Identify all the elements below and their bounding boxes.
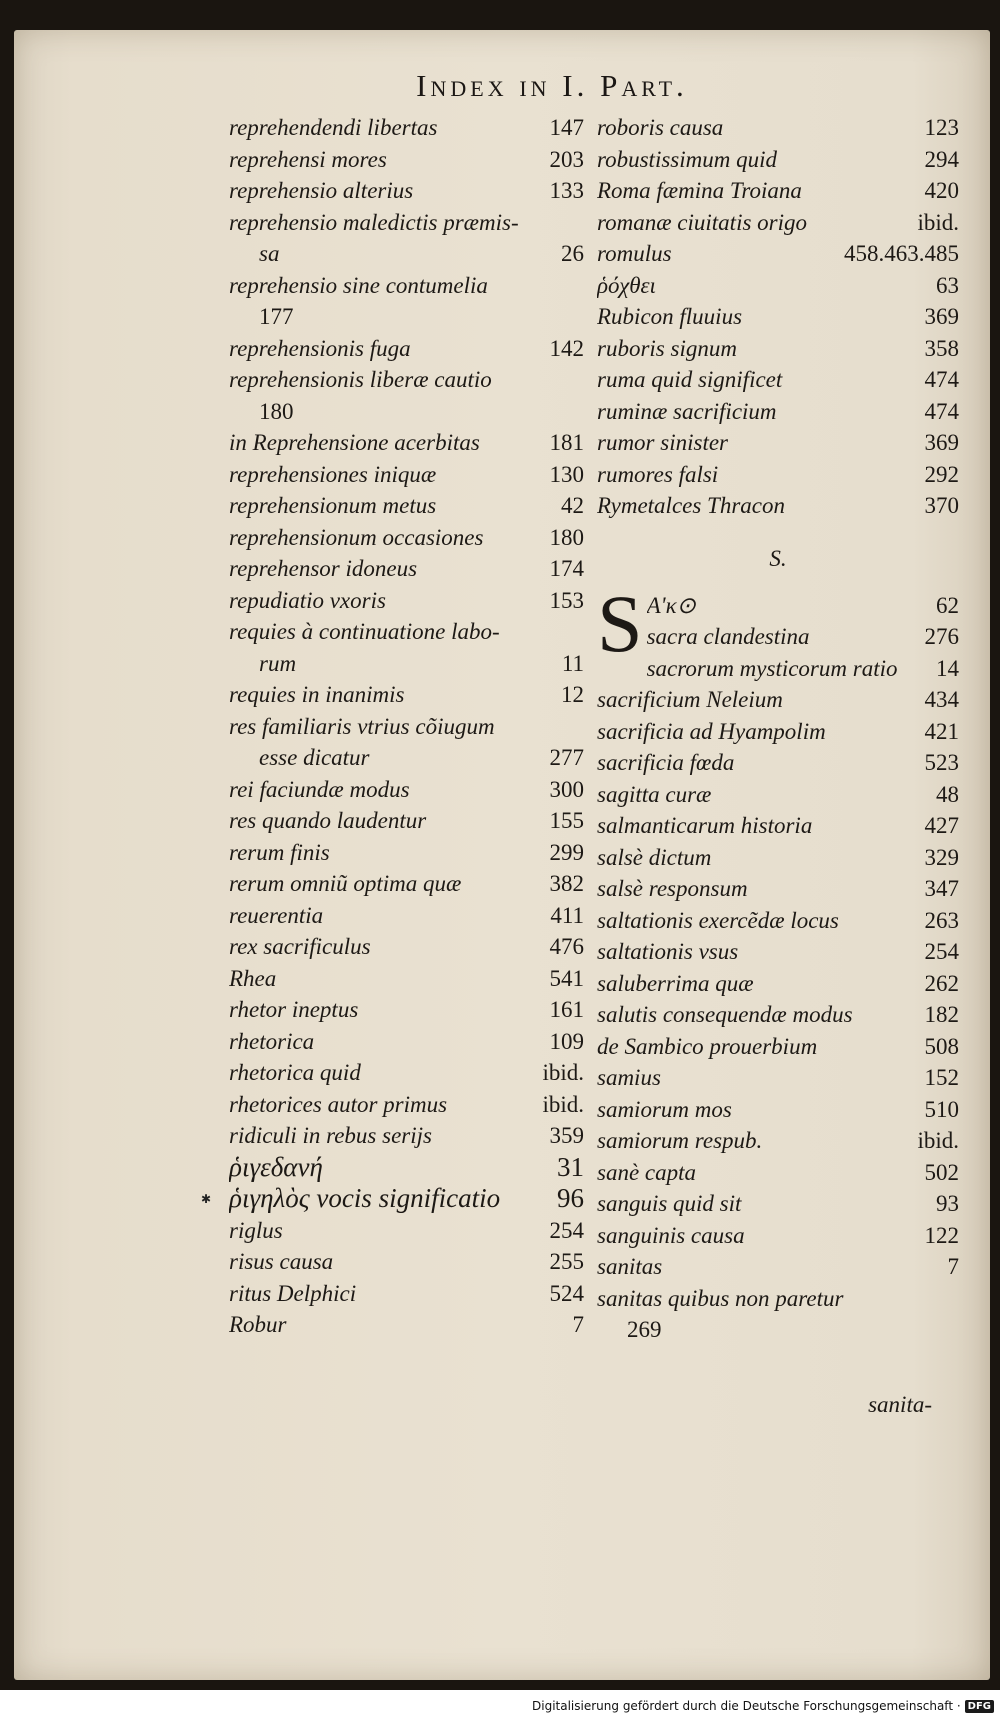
index-entry [229,900,584,932]
index-entry [597,207,959,239]
index-entry [597,810,959,842]
entry-term: saluberrima quæ [597,970,754,996]
entry-term: rhetorices autor primus [229,1091,448,1117]
entry-page-number: 411 [550,902,584,928]
index-entry [229,805,584,837]
entry-term: ῥόχθει [597,272,656,298]
index-entry [229,868,584,900]
index-entry [229,585,584,617]
entry-term: rhetorica quid [229,1060,361,1085]
index-entry [597,716,959,748]
entry-page-number: 161 [549,997,584,1022]
drop-cap: S [597,589,643,669]
entry-page-number: 255 [549,1249,584,1274]
entry-page-number: 109 [549,1028,584,1054]
entry-page-number: 427 [924,813,959,838]
entry-term: reprehendendi libertas [229,115,438,140]
entry-page-number: 369 [924,304,959,329]
credit-text: Digitalisierung gefördert durch die Deutsche Forschungsgemeinschaft · [532,1699,961,1713]
entry-page-number: ibid. [917,209,959,235]
entry-page-number: 420 [924,178,959,203]
entry-page-number: 153 [549,587,584,613]
entry-page-number: 277 [549,745,584,770]
entry-term: roboris causa [597,115,724,140]
entry-term: rumor sinister [597,430,728,455]
entry-term: romanæ ciuitatis origo [597,209,807,235]
entry-term: ruboris signum [597,335,737,361]
index-list-r [597,112,959,522]
index-entry [229,490,584,522]
index-entry [597,459,959,491]
index-entry [229,679,584,711]
entry-term: samiorum respub. [597,1128,763,1153]
entry-term: romulus [597,241,672,266]
entry-term: sacrificia ad Hyampolim [597,718,826,744]
index-entry [597,842,959,874]
entry-page-number: 254 [924,939,959,964]
index-entry [597,301,959,333]
entry-page-number: 369 [924,430,959,455]
index-entry [229,175,584,207]
entry-page-number: 508 [924,1033,959,1059]
index-entry [597,1251,959,1283]
entry-page-number: 12 [561,682,584,707]
entry-page-number: 382 [549,871,584,896]
entry-page-number: 11 [561,650,584,676]
entry-term: rhetorica [229,1028,315,1054]
index-entry [229,1152,584,1184]
entry-term: Rymetalces Thracon [597,493,786,518]
entry-term: reprehensor idoneus [229,556,418,581]
entry-page-number: 421 [924,718,959,744]
entry-page-number: 152 [924,1065,959,1090]
entry-page-number: 42 [561,493,584,518]
entry-page-number: 62 [936,592,959,618]
index-entry [597,1031,959,1063]
entry-page-number: 177 [259,304,294,329]
page-title: Index in I. Part. [416,68,688,103]
index-entry [597,364,959,396]
index-entry [229,270,584,333]
entry-continuation-line [229,648,584,680]
entry-page-number: 358 [924,335,959,361]
entry-term: res quando laudentur [229,808,427,833]
entry-term: saltationis vsus [597,939,739,964]
entry-page-number: 329 [924,844,959,870]
entry-term: ruminæ sacrificium [597,398,777,424]
index-entry [597,873,959,905]
book-page [14,30,990,1680]
index-entry [597,270,959,302]
entry-page-number: 524 [549,1280,584,1306]
index-entry [229,427,584,459]
index-entry [597,968,959,1000]
entry-term: salsè dictum [597,844,712,870]
entry-page-number: 123 [924,115,959,140]
entry-term: reprehensio maledictis præmis- [229,209,519,235]
index-entry [229,994,584,1026]
entry-page-number: 502 [924,1159,959,1185]
index-list-s [597,590,959,1346]
index-entry [229,711,584,774]
entry-page-number: 510 [924,1096,959,1122]
entry-term: sacrificia fœda [597,750,735,775]
entry-term: reprehensionis fuga [229,335,411,361]
index-entry [229,774,584,806]
entry-term: reprehensio sine contumelia [229,272,488,298]
entry-term: sagitta curæ [597,781,712,807]
entry-term: rerum finis [229,839,330,865]
index-entry [229,1089,584,1121]
index-entry [597,396,959,428]
entry-page-number: 300 [549,776,584,802]
index-entry [229,364,584,427]
entry-term: in Reprehensione acerbitas [229,430,480,455]
entry-term: ῥιγηλὸς vocis significatio [229,1183,501,1213]
index-entry [229,207,584,270]
entry-term: ritus Delphici [229,1280,357,1306]
entry-term: samius [597,1065,661,1090]
index-entry [597,1157,959,1189]
entry-term: salsè responsum [597,876,748,901]
index-entry [597,1220,959,1252]
entry-page-number: 434 [924,687,959,712]
entry-page-number: 370 [924,493,959,518]
index-entry [229,1309,584,1341]
entry-term: sacrificium Neleium [597,687,783,712]
entry-continuation: esse dicatur [259,745,370,770]
index-entry [597,490,959,522]
index-entry [597,747,959,779]
index-entry [597,1283,959,1346]
index-entry [597,427,959,459]
entry-page-number: 476 [549,934,584,959]
entry-page-number: 14 [936,655,959,681]
entry-term: risus causa [229,1249,334,1274]
entry-page-number: 294 [924,146,959,172]
entry-term: sanguis quid sit [597,1191,742,1216]
entry-page-number: 93 [936,1191,959,1216]
entry-term: repudiatio vxoris [229,587,386,613]
index-entry [229,1026,584,1058]
entry-term: reprehensionum occasiones [229,524,484,550]
entry-term: requies à continuatione labo- [229,619,500,644]
entry-page-number: 174 [549,556,584,581]
index-column-right [597,112,959,1346]
entry-term: rex sacrificulus [229,934,371,959]
entry-page-number: 347 [924,876,959,901]
entry-term: Robur [229,1312,287,1337]
entry-page-number: 7 [572,1312,584,1337]
entry-term: salutis consequendæ modus [597,1002,853,1027]
entry-term: rei faciundæ modus [229,776,410,802]
index-entry [597,1188,959,1220]
entry-term: salmanticarum historia [597,813,813,838]
entry-term: sacrorum mysticorum ratio [646,655,898,681]
entry-page-number: 276 [924,624,959,649]
entry-page-number: 181 [549,430,584,455]
index-entry [597,999,959,1031]
entry-term: rumores falsi [597,461,719,487]
section-s-block [597,590,959,1346]
index-entry [597,333,959,365]
entry-continuation: rum [259,650,297,676]
entry-page-number: 541 [549,965,584,991]
index-entry [229,1183,584,1215]
entry-continuation-line [229,742,584,774]
entry-continuation-line [229,238,584,270]
index-entry [229,1057,584,1089]
index-entry [229,333,584,365]
entry-term: de Sambico prouerbium [597,1033,818,1059]
entry-page-number: 63 [936,272,959,298]
entry-term: rerum omniũ optima quæ [229,871,462,896]
entry-page-number: 262 [924,970,959,996]
index-entry [597,1094,959,1126]
index-entry [229,616,584,679]
entry-page-number: 155 [549,808,584,833]
entry-page-number: 147 [549,115,584,140]
index-entry [597,175,959,207]
entry-term: ruma quid significet [597,367,783,392]
entry-page-number: 180 [259,398,294,424]
entry-page-number: 31 [557,1151,584,1182]
entry-page-number: 523 [924,750,959,775]
entry-term: saltationis exercẽdæ locus [597,907,839,933]
entry-term: reprehensi mores [229,146,387,172]
index-entry [597,779,959,811]
entry-page-number: 203 [549,146,584,172]
index-entry [597,238,959,270]
section-heading-s: S. [769,545,787,571]
index-entry [229,1246,584,1278]
index-entry [229,963,584,995]
digitization-credit [532,1699,994,1713]
entry-page-number: 299 [549,839,584,865]
entry-page-number: 182 [924,1002,959,1027]
entry-page-number: 263 [924,907,959,933]
entry-page-number: 130 [549,461,584,487]
dfg-logo: DFG [965,1700,994,1713]
entry-term: requies in inanimis [229,682,405,707]
entry-term: Rubicon fluuius [597,304,743,329]
entry-page-number: ibid. [542,1091,584,1117]
index-entry [597,905,959,937]
entry-term: res familiaris vtrius cõiugum [229,713,495,739]
entry-page-number: 458.463.485 [844,241,959,266]
index-entry [597,112,959,144]
index-entry [597,144,959,176]
entry-term: reprehensio alterius [229,178,414,203]
entry-term: ῥιγεδανή [229,1151,323,1182]
entry-page-number: 292 [924,461,959,487]
entry-term: robustissimum quid [597,146,777,172]
entry-term: sanè capta [597,1159,697,1185]
index-entry [229,112,584,144]
index-entry [229,144,584,176]
index-entry [229,931,584,963]
entry-term: riglus [229,1217,283,1243]
index-entry [229,459,584,491]
catchword: sanita- [868,1392,932,1417]
index-entry [597,1125,959,1157]
entry-page-number: 122 [924,1222,959,1248]
entry-term: Roma fæmina Troiana [597,178,802,203]
index-entry [647,653,959,685]
entry-page-number: 359 [549,1123,584,1148]
entry-page-number: 254 [549,1217,584,1243]
entry-term: Rhea [229,965,277,991]
index-entry [647,621,959,653]
index-entry [229,522,584,554]
entry-term: Α'κ⊙ [646,592,696,618]
entry-term: reprehensionis liberæ cautio [229,367,492,392]
entry-page-number: 26 [561,241,584,266]
entry-page-number: 133 [549,178,584,203]
index-entry [229,837,584,869]
index-entry [597,936,959,968]
entry-term: sanitas quibus non paretur [597,1285,844,1311]
entry-page-number: 7 [947,1254,959,1279]
index-entry [597,1062,959,1094]
entry-page-number: 180 [549,524,584,550]
entry-term: sacra clandestina [646,624,810,649]
margin-mark: ✱ [201,1192,212,1206]
entry-continuation: sa [259,241,280,266]
entry-page-number: 474 [924,367,959,392]
index-entry [229,1278,584,1310]
entry-term: ridiculi in rebus serijs [229,1123,432,1148]
entry-page-number: 48 [936,781,959,807]
entry-page-number: 474 [924,398,959,424]
entry-page-number: ibid. [917,1128,959,1153]
entry-term: rhetor ineptus [229,997,359,1022]
index-column-left [229,112,584,1341]
entry-page-number: ibid. [542,1060,584,1085]
entry-term: sanguinis causa [597,1222,745,1248]
index-entry [597,684,959,716]
index-entry [229,553,584,585]
entry-page-number: 142 [549,335,584,361]
entry-term: reprehensionum metus [229,493,437,518]
entry-term: reuerentia [229,902,324,928]
entry-page-number: 96 [557,1183,584,1213]
index-entry [229,1120,584,1152]
entry-term: samiorum mos [597,1096,732,1122]
entry-page-number: 269 [627,1317,662,1342]
entry-term: sanitas [597,1254,663,1279]
index-entry [647,590,959,622]
entry-term: reprehensiones iniquæ [229,461,437,487]
index-entry [229,1215,584,1247]
